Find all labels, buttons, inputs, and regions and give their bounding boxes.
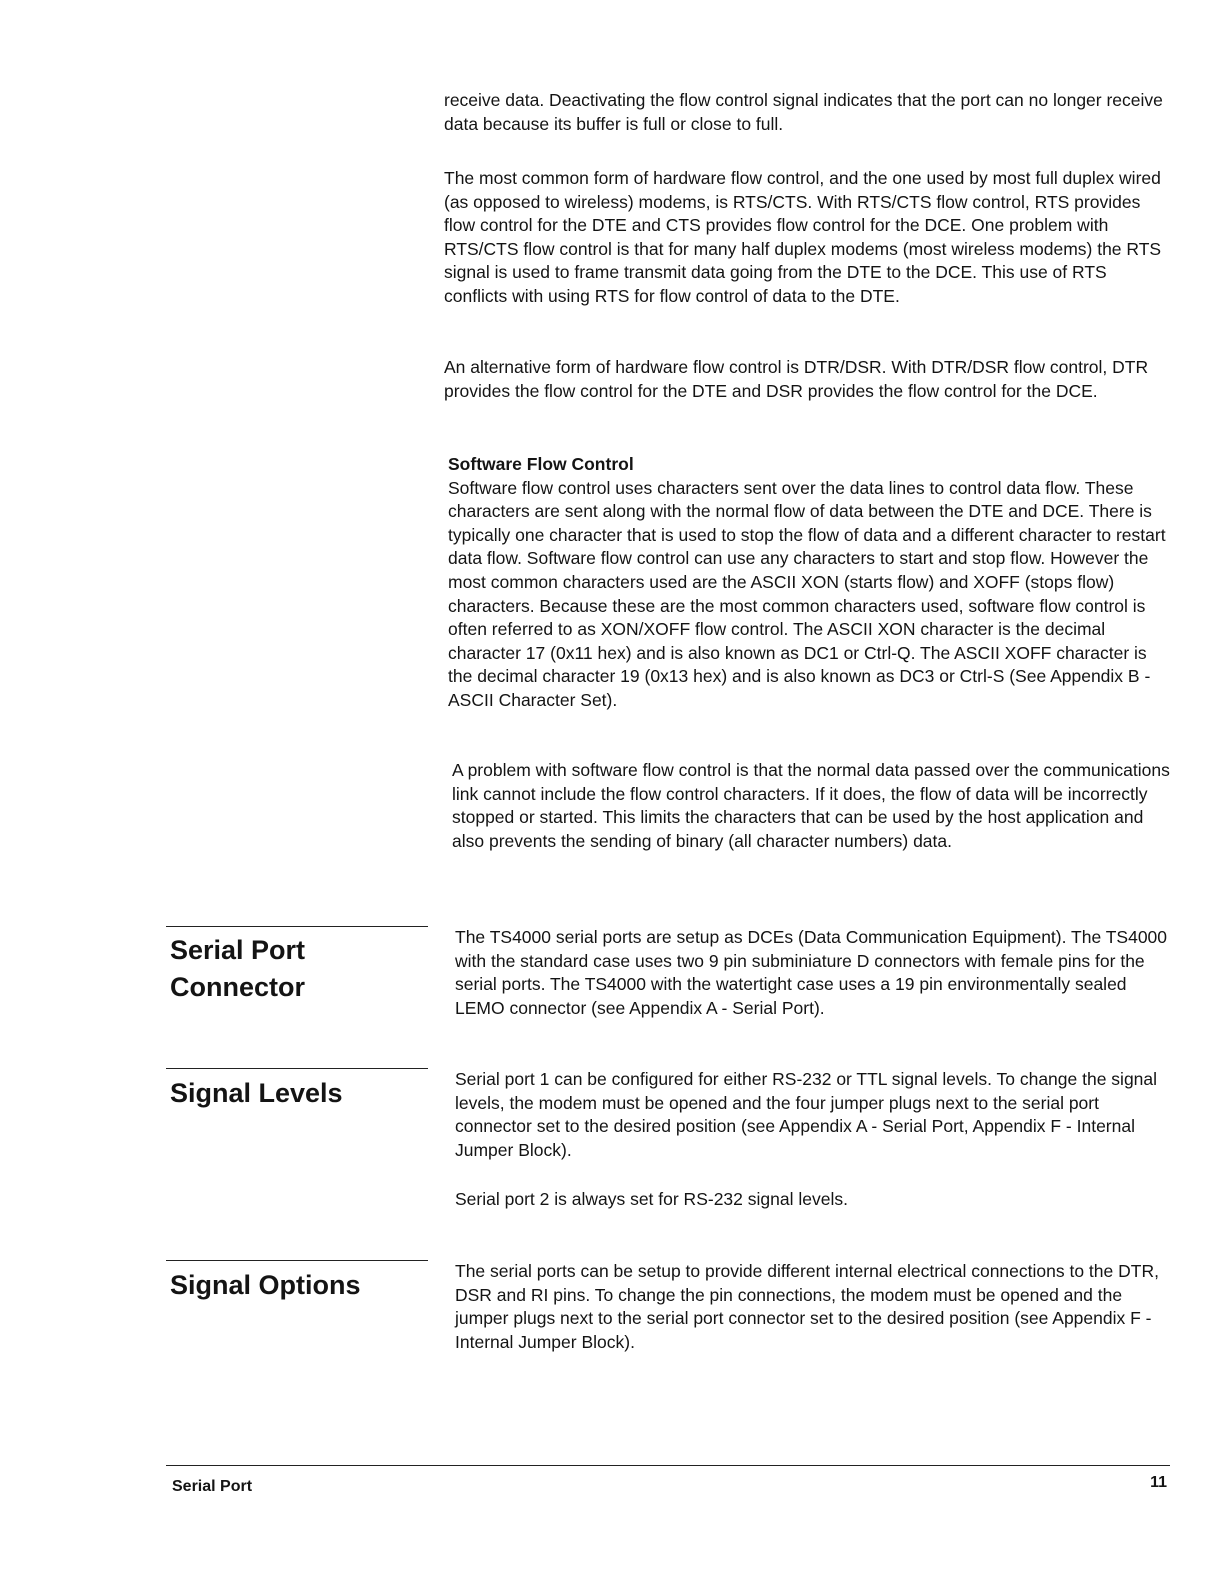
intro-paragraph-3: An alternative form of hardware flow control is DTR/DSR. With DTR/DSR flow control, DTR provides the flow control for the DTE and DSR provides the flow control for the DCE. [444,357,1149,401]
intro-text [444,89,1164,136]
section-title-line-2: Connector [170,972,305,1002]
intro-paragraph-2: The most common form of hardware flow control, and the one used by most full duplex wired (as opposed to wireless) modems, is RTS/CTS. With RTS/CTS flow control, RTS provides flow control for the DTE and CTS provides flow control for the DCE. One problem with RTS/CTS flow control is that for many half duplex modems (most wireless modems) the RTS signal is used to frame transmit data going from the DTE to the DCE. This use of RTS conflicts with using RTS for flow control of data to the DTE. [444,168,1162,306]
signal-levels-port2-text [455,1188,1175,1212]
intro-paragraph-1: receive data. Deactivating the flow control signal indicates that the port can no longer receive data because its buffer is full or close to full. [444,90,1163,134]
section-title-signal-options: Signal Options [170,1270,361,1300]
signal-options-paragraph: The serial ports can be setup to provide different internal electrical connections to the DTR, DSR and RI pins. To change the pin connections, the modem must be opened and the jumper plugs next to the serial port connector set to the desired position (see Appendix F - Internal Jumper Block). [455,1261,1159,1352]
signal-levels-paragraph-1: Serial port 1 can be configured for either RS-232 or TTL signal levels. To change the signal levels, the modem must be opened and the four jumper plugs next to the serial port connector set to the desired position (see Appendix A - Serial Port, Appendix F - Internal Jumper Block). [455,1069,1158,1160]
connector-text [455,926,1175,1020]
section-rule-connector [166,926,428,927]
connector-paragraph: The TS4000 serial ports are setup as DCEs (Data Communication Equipment). The TS4000 with the standard case uses two 9 pin subminiature D connectors with female pins for the serial ports. The TS4000 with the watertight case uses a 19 pin environmentally sealed LEMO connector (see Appendix A - Serial Port). [455,927,1168,1018]
software-flow-control-block [448,453,1168,713]
signal-levels-text [455,1068,1175,1162]
hardware-rts-cts-text [444,167,1164,309]
footer-section-label: Serial Port [172,1478,253,1495]
footer-rule [166,1465,1170,1466]
software-flow-paragraph-1: Software flow control uses characters sent over the data lines to control data flow. These characters are sent along with the normal flow of data between the DTE and DCE. There is typically one character that is used to stop the flow of data and a different character to restart data flow. Software flow control can use any characters to start and stop flow. However the most common characters used are the ASCII XON (starts flow) and XOFF (stops flow) characters. Because these are the most common characters used, software flow control is often referred to as XON/XOFF flow control. The ASCII XON character is the decimal character 17 (0x11 hex) and is also known as DC1 or Ctrl-Q. The ASCII XOFF character is the decimal character 19 (0x13 hex) and is also known as DC3 or Ctrl-S (See Appendix B - ASCII Character Set). [448,477,1166,710]
software-flow-problem-text [452,759,1172,853]
section-title-serial-port-connector [170,932,430,1006]
software-flow-paragraph-2: A problem with software flow control is that the normal data passed over the communications link cannot include the flow control characters. If it does, the flow of data will be incorrectly stopped or started. This limits the characters that can be used by the host application and also prevents the sending of binary (all character numbers) data. [452,760,1170,851]
section-rule-signal-options [166,1260,428,1261]
software-flow-control-heading: Software Flow Control [448,454,634,474]
section-rule-signal-levels [166,1068,428,1069]
section-title-signal-levels: Signal Levels [170,1078,343,1108]
hardware-dtr-dsr-text [444,356,1164,403]
section-title-line-1: Serial Port [170,935,306,965]
signal-levels-paragraph-2: Serial port 2 is always set for RS-232 signal levels. [455,1189,848,1209]
signal-options-text [455,1260,1175,1354]
page-number: 11 [1150,1474,1167,1491]
